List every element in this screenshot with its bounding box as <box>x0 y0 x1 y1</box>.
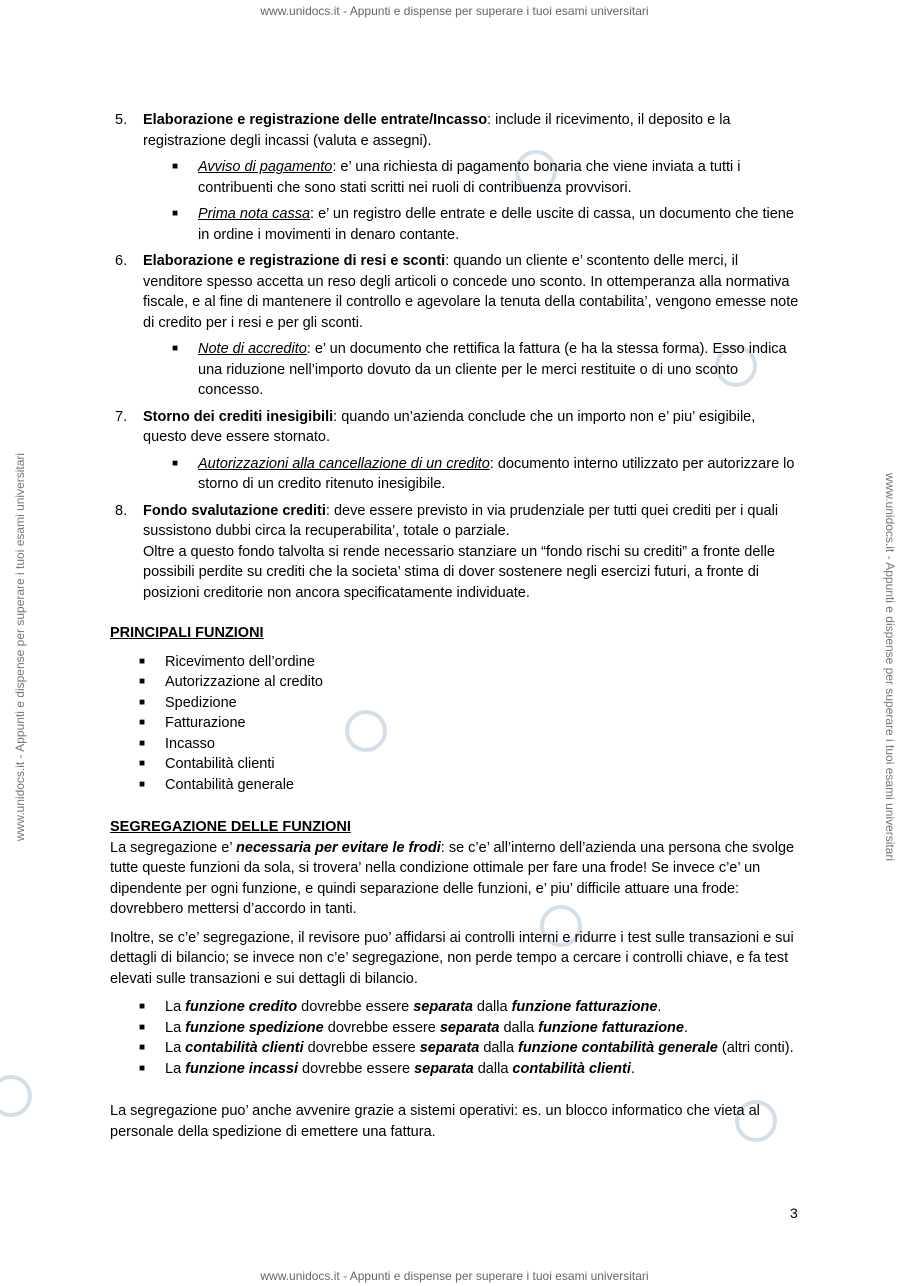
text: . <box>630 1060 635 1077</box>
list-item-text: Incasso <box>165 735 215 752</box>
list-item <box>110 754 800 775</box>
square-bullet-icon: ■ <box>139 737 146 749</box>
item-number: 7. <box>115 408 128 425</box>
text: La <box>165 999 186 1015</box>
paragraph <box>110 838 800 920</box>
list-item <box>110 652 800 673</box>
emphasis: separata <box>413 999 473 1015</box>
list-item-text: Spedizione <box>165 694 237 711</box>
item-number: 6. <box>115 253 128 269</box>
list-item <box>110 110 800 245</box>
text: dovrebbe essere <box>297 1060 415 1077</box>
list-item <box>110 734 800 755</box>
text: dalla <box>479 1040 519 1056</box>
text: La <box>165 1040 186 1056</box>
text: . <box>657 999 662 1015</box>
paragraph: Inoltre, se c’e’ segregazione, il revisore puo’ affidarsi ai controlli interni e ridurre i test sulle transazioni e sui dettagli di bilancio; se invece non c’e’ segregazione, non perde tempo a cercare i controlli chiave, e fa test elevati sulle transazioni e sui dettagli di bilancio. <box>110 929 794 987</box>
text: dovrebbe essere <box>297 999 414 1015</box>
sub-text: : documento interno utilizzato per autorizzare lo storno di un credito ritenuto inesigibile. <box>198 455 795 492</box>
text: . <box>683 1019 689 1036</box>
text: dovrebbe essere <box>303 1040 420 1056</box>
list-item <box>110 713 800 734</box>
page-number: 3 <box>790 1205 798 1221</box>
list-item <box>110 407 800 495</box>
list-item <box>110 1038 800 1059</box>
list-item <box>110 1059 800 1080</box>
item-extra: Oltre a questo fondo talvolta si rende necessario stanziare un “fondo rischi su crediti” a fronte delle possibili perdite su crediti che la societa’ stima di dover sostenere negli esercizi futuri, a fronte di posizioni creditorie non ancora specificatamente individuate. <box>143 543 775 601</box>
paragraph: La segregazione puo’ anche avvenire grazie a sistemi operativi: es. un blocco informatico che vieta al personale della spedizione di emettere una fattura. <box>110 1103 760 1140</box>
item-title: Fondo svalutazione crediti <box>143 502 326 519</box>
emphasis: separata <box>439 1019 500 1036</box>
sub-term: Avviso di pagamento <box>198 159 333 175</box>
item-title: Elaborazione e registrazione di resi e sconti <box>143 253 446 269</box>
item-title: Storno dei crediti inesigibili <box>143 408 334 425</box>
text: (altri conti). <box>717 1040 794 1056</box>
list-item <box>110 251 800 401</box>
emphasis: funzione fatturazione <box>538 1019 684 1036</box>
item-text: : include il ricevimento, il deposito e la registrazione degli incassi (valuta e assegni). <box>143 112 731 149</box>
square-bullet-icon: ■ <box>139 1062 146 1074</box>
sub-text: : e’ un registro delle entrate e delle uscite di cassa, un documento che tiene in ordine i movimenti in denaro contante. <box>198 206 794 243</box>
text: dalla <box>473 1060 513 1077</box>
text: dovrebbe essere <box>323 1019 440 1036</box>
item-text: : quando un’azienda conclude che un importo non e’ piu’ esigibile, questo deve essere stornato. <box>143 408 756 445</box>
document-body <box>110 110 800 1150</box>
square-bullet-icon: ■ <box>139 696 146 708</box>
emphasis: funzione incassi <box>185 1060 298 1077</box>
square-bullet-icon: ■ <box>139 778 146 790</box>
square-bullet-icon: ■ <box>139 655 146 667</box>
square-bullet-icon: ■ <box>172 457 179 469</box>
emphasis: funzione credito <box>185 999 298 1015</box>
watermark-top: www.unidocs.it - Appunti e dispense per superare i tuoi esami universitari <box>260 4 649 18</box>
watermark-left: www.unidocs.it - Appunti e dispense per superare i tuoi esami universitari <box>13 452 27 842</box>
list-item-text: Contabilità generale <box>165 776 294 793</box>
section-title: PRINCIPALI FUNZIONI <box>110 625 264 641</box>
list-item <box>110 1018 800 1039</box>
section-segregazione <box>110 817 800 1142</box>
square-bullet-icon: ■ <box>139 1042 146 1053</box>
emphasis: funzione contabilità generale <box>518 1040 718 1056</box>
item-text: : deve essere previsto in via prudenziale per tutti quei crediti per i quali sussistono dubbi circa la recuperabilita’, totale o parziale. <box>143 502 779 539</box>
sub-text: : e’ una richiesta di pagamento bonaria che viene inviata a tutti i contribuenti che sono stati scritti nei ruoli di contribuenza provvisori. <box>198 159 741 196</box>
text: La <box>165 1060 186 1077</box>
watermark-right: www.unidocs.it - Appunti e dispense per superare i tuoi esami universitari <box>883 472 897 862</box>
text: : se c’e’ all’interno dell’azienda una persona che svolge tutte queste funzioni da sola, si trovera’ nella condizione ottimale per fare una frode! Se invece c’e’ un dipendente per ogni funzione, e quindi separazione delle funzioni, e’ piu’ difficile attuare una frode: dovrebbero mettersi d’accordo in tanti. <box>110 839 795 917</box>
list-item <box>110 775 800 796</box>
sub-text: : e’ un documento che rettifica la fattura (e ha la stessa forma). Esso indica una riduzione nell’importo dovuto da un cliente per le merci restituite o di uno sconto concesso. <box>198 341 787 398</box>
list-item <box>110 693 800 714</box>
text: dalla <box>499 1019 539 1036</box>
emphasis: contabilità clienti <box>512 1060 631 1077</box>
square-bullet-icon: ■ <box>139 1021 146 1033</box>
sub-term: Prima nota cassa <box>198 206 311 222</box>
emphasis: funzione fatturazione <box>511 999 658 1015</box>
list-item <box>110 997 800 1018</box>
sub-item <box>143 157 800 198</box>
list-item <box>110 501 800 604</box>
text: La segregazione e’ <box>110 839 237 856</box>
list-item <box>110 672 800 693</box>
item-title: Elaborazione e registrazione delle entrate/Incasso <box>143 112 488 128</box>
emphasis: separata <box>419 1040 480 1056</box>
text: dalla <box>472 999 512 1015</box>
list-item-text: Fatturazione <box>165 715 246 731</box>
watermark-bottom: www.unidocs.it - Appunti e dispense per superare i tuoi esami universitari <box>260 1269 649 1283</box>
square-bullet-icon: ■ <box>172 208 179 219</box>
emphasis: contabilità clienti <box>185 1040 304 1056</box>
section-funzioni <box>110 623 800 795</box>
item-text: : quando un cliente e’ scontento delle merci, il venditore spesso accetta un reso degli articoli o concede uno sconto. In ottemperanza alla normativa fiscale, e al fine di mantenere il controllo e agevolare la tenuta della contabilita’, vengono emesse note di credito per i resi e per gli sconti. <box>143 253 799 331</box>
square-bullet-icon: ■ <box>139 717 146 728</box>
sub-item <box>143 204 800 245</box>
sub-term: Note di accredito <box>198 341 307 357</box>
section-title: SEGREGAZIONE DELLE FUNZIONI <box>110 819 351 835</box>
item-number: 8. <box>115 502 128 519</box>
square-bullet-icon: ■ <box>172 343 179 354</box>
list-item-text: Autorizzazione al credito <box>165 674 323 690</box>
emphasis: funzione spedizione <box>185 1019 324 1036</box>
item-number: 5. <box>115 112 128 128</box>
list-item-text: Ricevimento dell’ordine <box>165 653 315 670</box>
emphasis: separata <box>414 1060 474 1077</box>
square-bullet-icon: ■ <box>139 758 146 769</box>
sub-term: Autorizzazioni alla cancellazione di un credito <box>198 455 490 472</box>
unidocs-logo-icon <box>0 1075 32 1117</box>
emphasis: necessaria per evitare le frodi <box>236 839 441 856</box>
sub-item <box>143 339 800 401</box>
square-bullet-icon: ■ <box>139 676 146 687</box>
list-item-text: Contabilità clienti <box>165 756 275 772</box>
square-bullet-icon: ■ <box>139 1001 146 1012</box>
text: La <box>165 1019 186 1036</box>
square-bullet-icon: ■ <box>172 161 179 172</box>
sub-item <box>143 454 800 495</box>
